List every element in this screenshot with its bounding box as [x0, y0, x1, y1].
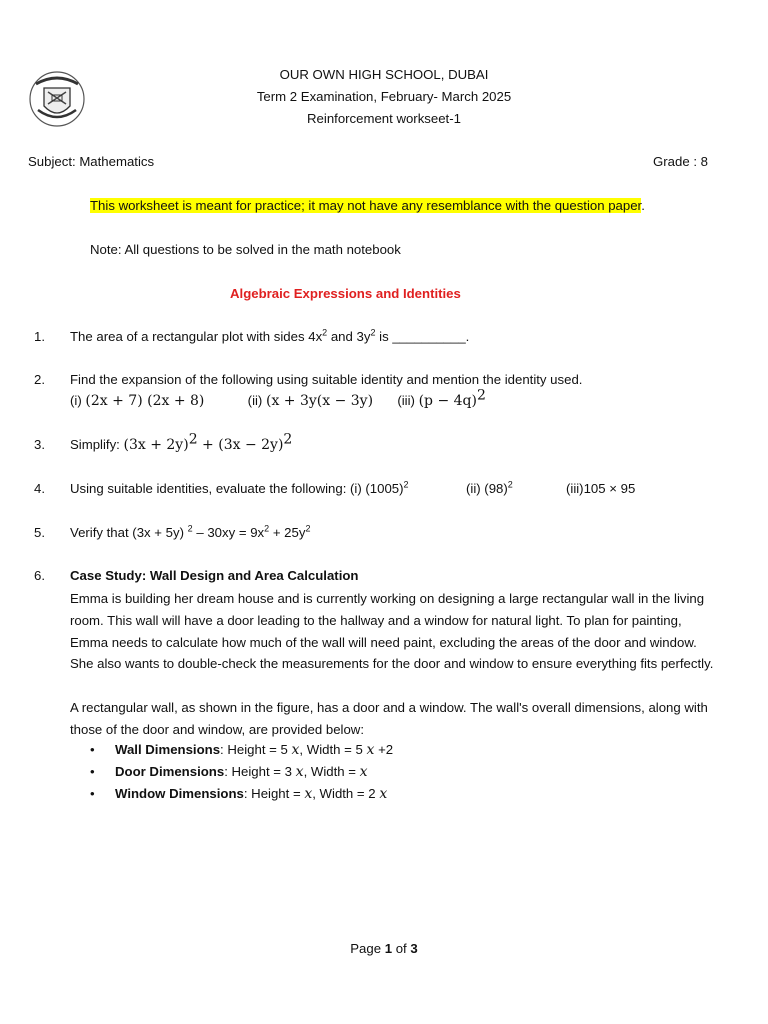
question-text — [70, 431, 293, 453]
q2-part-iii — [397, 387, 486, 409]
bullet-var: x — [291, 742, 300, 758]
bullet-text: , Width = 2 — [312, 786, 380, 801]
q3-expr-a: (3x + 2y) — [123, 437, 189, 453]
question-number: 6. — [34, 568, 45, 583]
bullet-wall-dimensions — [90, 742, 393, 758]
note-text: Note: All questions to be solved in the math notebook — [90, 242, 401, 257]
q1-mid: and 3y — [327, 329, 371, 344]
practice-notice — [90, 198, 645, 213]
q2-part-ii — [248, 393, 394, 409]
question-number: 5. — [34, 525, 45, 540]
q1-sup1: 2 — [322, 327, 328, 338]
question-number: 1. — [34, 329, 45, 344]
q5-sup1: 2 — [187, 523, 193, 534]
q2-part-expr: (2x + 7) (2x + 8) — [85, 393, 205, 409]
footer-total-pages: 3 — [410, 941, 418, 956]
q4-part2: (ii) (98) — [466, 481, 508, 496]
bullet-dot: • — [90, 786, 95, 801]
q3-sup-b: 2 — [283, 431, 293, 448]
q3-sup-a: 2 — [188, 431, 198, 448]
case-study-paragraph-1: Emma is building her dream house and is currently working on designing a large rectangular wall in the living room. This wall will have a door leading to the hallway and a window for natural light. To plan for painting, Emma needs to calculate how much of the wall will need paint, excluding the areas of the door and window. She also wants to double-check the measurements for the door and window to ensure everything fits perfectly. — [70, 591, 714, 672]
worksheet-title: Reinforcement workseet-1 — [307, 111, 461, 126]
q4-sup1: 2 — [403, 479, 409, 490]
q4-sup2: 2 — [507, 479, 513, 490]
bullet-var: x — [304, 786, 313, 802]
bullet-door-dimensions — [90, 764, 368, 780]
footer-page-number: 1 — [384, 941, 393, 956]
q2-part-expr: (p − 4q) — [418, 393, 477, 409]
q4-text: Using suitable identities, evaluate the following: (i) (1005) — [70, 481, 404, 496]
bullet-text: , Width = — [303, 764, 360, 779]
bullet-dot: • — [90, 742, 95, 757]
bullet-text: : Height = 5 — [220, 742, 292, 757]
question-text — [70, 481, 409, 496]
q2-part-label: (iii) — [397, 393, 419, 408]
bullet-label: Window Dimensions — [115, 786, 244, 801]
bullet-text: : Height = 3 — [224, 764, 296, 779]
case-study-paragraph-2: A rectangular wall, as shown in the figure, has a door and a window. The wall's overall dimensions, along with those of the door and window, are provided below: — [70, 700, 708, 737]
q1-sup2: 2 — [370, 327, 376, 338]
q2-part-expr: (x + 3y(x − 3y) — [265, 393, 374, 409]
question-2-parts — [70, 387, 486, 409]
q2-part-sup: 2 — [476, 387, 486, 404]
bullet-var: x — [295, 764, 304, 780]
bullet-var: x — [379, 786, 388, 802]
question-number: 2. — [34, 372, 45, 387]
q2-part-label: (ii) — [247, 393, 266, 408]
school-name: OUR OWN HIGH SCHOOL, DUBAI — [279, 67, 489, 82]
bullet-var: x — [359, 764, 368, 780]
question-number: 4. — [34, 481, 45, 496]
bullet-var: x — [366, 742, 375, 758]
practice-notice-end: . — [641, 198, 645, 213]
q5-sup3: 2 — [305, 523, 311, 534]
bullet-label: Wall Dimensions — [115, 742, 221, 757]
grade-label: Grade : 8 — [653, 154, 708, 169]
bullet-text: : Height = — [243, 786, 305, 801]
q5-sup2: 2 — [264, 523, 270, 534]
bullet-window-dimensions — [90, 786, 387, 802]
bullet-text: , Width = 5 — [299, 742, 367, 757]
q5-mid: – 30xy = 9x — [192, 525, 265, 540]
footer-mid: of — [392, 941, 411, 956]
question-text: Find the expansion of the following using suitable identity and mention the identity used. — [70, 372, 583, 387]
question-number: 3. — [34, 437, 45, 452]
q2-part-label: (i) — [70, 393, 86, 408]
q4-part-ii — [466, 481, 513, 496]
bullet-dot: • — [90, 764, 95, 779]
bullet-label: Door Dimensions — [115, 764, 225, 779]
q1-post: is __________. — [375, 329, 470, 344]
q2-part-i — [70, 393, 244, 409]
case-study-title: Case Study: Wall Design and Area Calculation — [70, 568, 359, 583]
subject-label: Subject: Mathematics — [28, 154, 155, 169]
exam-title: Term 2 Examination, February- March 2025 — [256, 89, 512, 104]
section-title: Algebraic Expressions and Identities — [230, 286, 461, 301]
q1-pre: The area of a rectangular plot with sides 4x — [70, 329, 323, 344]
footer-pre: Page — [350, 941, 385, 956]
q3-expr-b: + (3x − 2y) — [197, 437, 284, 453]
q5-mid2: + 25y — [269, 525, 306, 540]
question-text — [70, 329, 469, 344]
q4-part-iii: (iii)105 × 95 — [566, 481, 636, 496]
practice-notice-text: This worksheet is meant for practice; it may not have any resemblance with the question paper — [90, 198, 642, 213]
q5-pre: Verify that (3x + 5y) — [70, 525, 188, 540]
question-text — [70, 525, 310, 540]
q3-label: Simplify: — [70, 437, 124, 452]
bullet-text: +2 — [374, 742, 394, 757]
page-footer — [0, 941, 768, 956]
